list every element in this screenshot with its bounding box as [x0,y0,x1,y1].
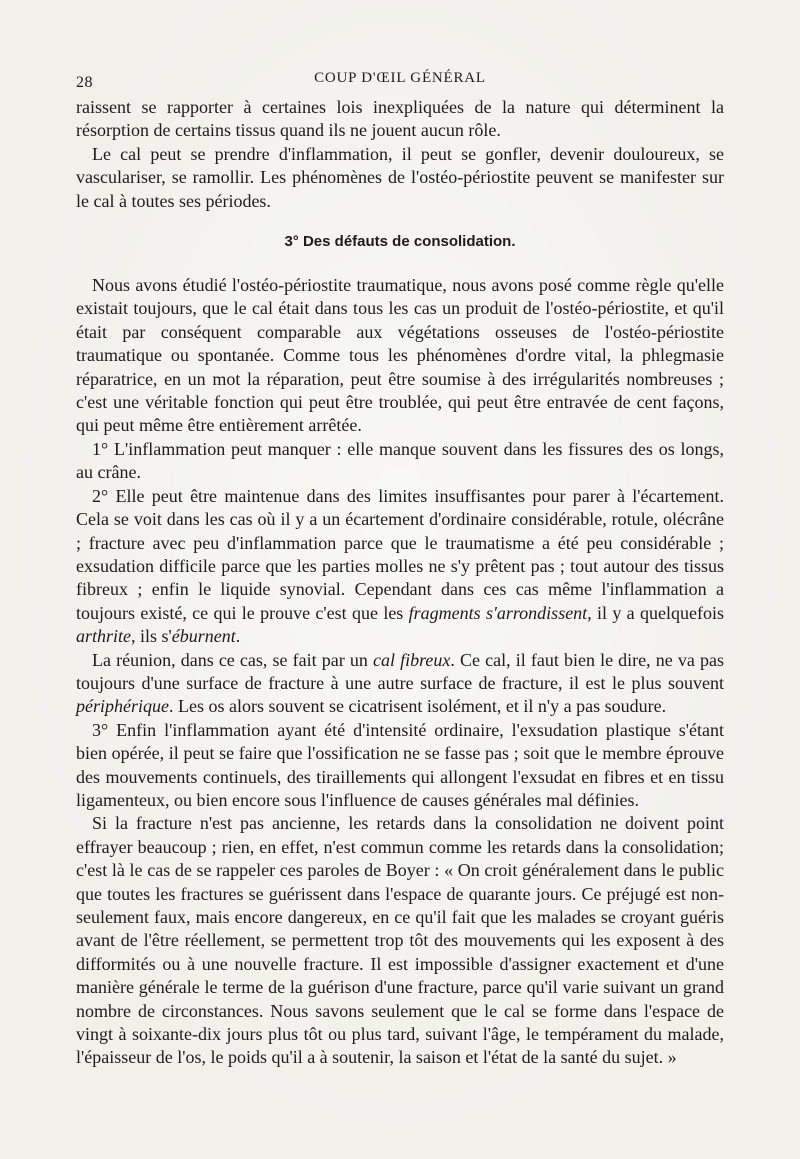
paragraph-point-2-text-c: , ils s' [131,626,172,647]
page-number: 28 [76,74,93,91]
paragraph-point-2-text-d: . [235,626,241,647]
paragraph-point-2 [76,485,724,649]
emphasis-cal-fibreux: cal fibreux [372,649,451,670]
emphasis-arthrite: arthrite [76,626,132,647]
paragraph-point-3: 3° Enfin l'inflammation ayant été d'intensité ordinaire, l'exsudation plastique s'étant bien opérée, il peut se faire que l'ossification ne se fasse pas ; soit que le membre éprouve des mouvements continuels, des tiraillements qui allongent l'exsudat en fibres et en tissu ligamenteux, ou bien encore sous l'influence de causes générales mal définies. [76,719,724,810]
emphasis-fragments: fragments s'arrondissent [408,602,588,623]
page-body [76,96,724,1070]
section-title: 3° Des défauts de consolidation. [284,233,516,251]
emphasis-peripherique: périphérique [76,696,169,717]
emphasis-eburnent: éburnent [171,626,236,647]
paragraph-point-2-text-a: 2° Elle peut être maintenue dans des limites insuffisantes pour parer à l'écartement. Cela se voit dans les cas où il y a un écartement d'ordinaire considérable, rotule, olécrâne ; fracture avec peu d'inflammation parce que le traumatisme a été peu considérable ; exsudation difficile parce que les parties molles ne s'y prêtent pas ; tout autour des tissus fibreux ; enfin le liquide synovial. Cependant dans ces cas même l'inflammation a toujours existé, ce qui le prouve c'est que les [76,485,724,623]
paragraph-point-2-text-b: , il y a quelquefois [587,602,724,623]
paragraph-reunion [76,649,724,719]
paragraph-boyer-quote: Si la fracture n'est pas ancienne, les retards dans la consolidation ne doivent point effrayer beaucoup ; rien, en effet, n'est commun comme les retards dans la consolidation; c'est là le cas de se rappeler ces paroles de Boyer : « On croit généralement dans le public que toutes les fractures se guérissent dans l'espace de quarante jours. Ce préjugé est non-seulement faux, mais encore dangereux, en ce qu'il fait que les malades se croyant guéris avant de l'être réellement, se permettent trop tôt des mouvements qui les exposent à des difformités ou à une nouvelle fracture. Il est impossible d'assigner exactement et d'une manière générale le terme de la guérison d'une fracture, parce qu'il varie suivant un grand nombre de circonstances. Nous savons seulement que le cal se forme dans l'espace de vingt à soixante-dix jours plus tôt ou plus tard, suivant l'âge, le tempérament du malade, l'épaisseur de l'os, le poids qu'il a à soutenir, la saison et l'état de la santé du sujet. » [76,813,724,1068]
paragraph-continued: raissent se rapporter à certaines lois inexpliquées de la nature qui déterminent la résorption de certains tissus quand ils ne jouent aucun rôle. [76,97,724,141]
page-header [76,70,724,94]
paragraph-cal-inflammation: Le cal peut se prendre d'inflammation, il peut se gonfler, devenir douloureux, se vasculariser, se ramollir. Les phénomènes de l'ostéo-périostite peuvent se manifester sur le cal à toutes ses périodes. [76,143,724,211]
paragraph-reunion-text-b: . Ce cal, il faut bien le dire, ne va pas toujours d'une surface de fracture à une autre surface de fracture, il est le plus souvent [76,649,725,693]
paragraph-reunion-text-c: . Les os alors souvent se cicatrisent isolément, et il n'y a pas soudure. [168,696,667,717]
paragraph-osteo-periostite: Nous avons étudié l'ostéo-périostite traumatique, nous avons posé comme règle qu'elle existait toujours, que le cal était dans tous les cas un produit de l'ostéo-périostite, et qu'il était par conséquent comparable aux végétations osseuses de l'ostéo-périostite traumatique ou spontanée. Comme tous les phénomènes d'ordre vital, la phlegmasie réparatrice, en un mot la réparation, peut être soumise à des irrégularités nombreuses ; c'est une véritable fonction qui peut être troublée, qui peut être entravée de cent façons, qui peut même être entièrement arrêtée. [76,275,724,436]
paragraph-reunion-text-a: La réunion, dans ce cas, se fait par un [92,649,373,670]
running-title: COUP D'ŒIL GÉNÉRAL [314,70,486,86]
paragraph-point-1: 1° L'inflammation peut manquer : elle manque souvent dans les fissures des os longs, au crâne. [76,438,724,483]
